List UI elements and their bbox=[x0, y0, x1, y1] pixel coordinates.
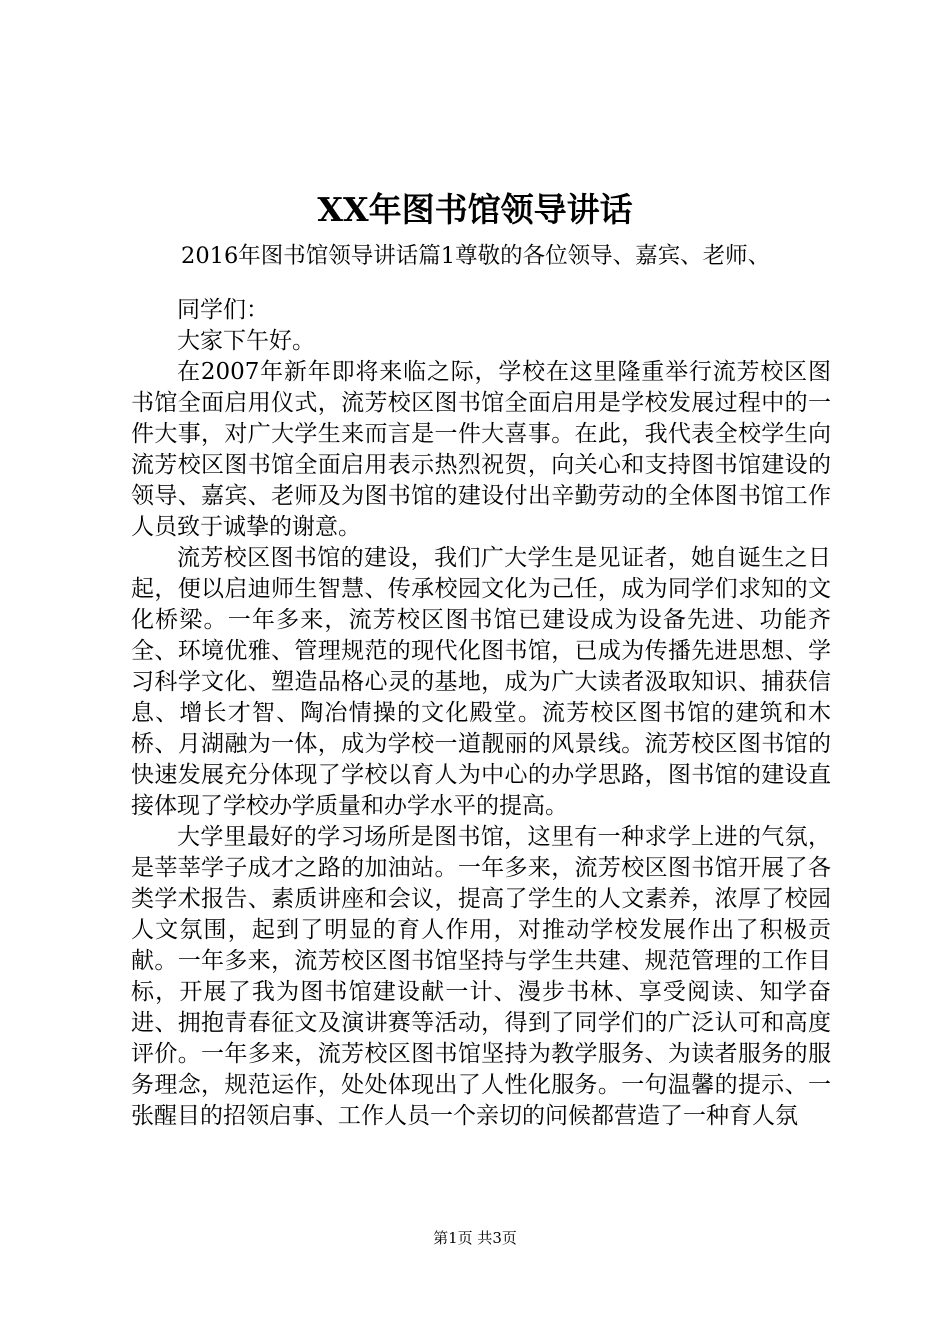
paragraph-3: 大学里最好的学习场所是图书馆，这里有一种求学上进的气氛，是莘莘学子成才之路的加油站。一年多来，流芳校区图书馆开展了各类学术报告、素质讲座和会议，提高了学生的人文素养，浓厚了校园人文氛围，起到了明显的育人作用，对推动学校发展作出了积极贡献。一年多来，流芳校区图书馆坚持与学生共建、规范管理的工作目标，开展了我为图书馆建设献一计、漫步书林、享受阅读、知学奋进、拥抱青春征文及演讲赛等活动，得到了同学们的广泛认可和高度评价。一年多来，流芳校区图书馆坚持为教学服务、为读者服务的服务理念，规范运作，处处体现出了人性化服务。一句温馨的提示、一张醒目的招领启事、工作人员一个亲切的问候都营造了一种育人氛 bbox=[131, 824, 831, 1129]
document-subtitle: 2016年图书馆领导讲话篇1尊敬的各位领导、嘉宾、老师、 bbox=[181, 243, 771, 269]
paragraph-greeting: 同学们： bbox=[177, 297, 269, 323]
paragraph-2: 流芳校区图书馆的建设，我们广大学生是见证者，她自诞生之日起，便以启迪师生智慧、传承校园文化为己任，成为同学们求知的文化桥梁。一年多来，流芳校区图书馆已建设成为设备先进、功能齐全、环境优雅、管理规范的现代化图书馆，已成为传播先进思想、学习科学文化、塑造品格心灵的基地，成为广大读者汲取知识、捕获信息、增长才智、陶冶情操的文化殿堂。流芳校区图书馆的建筑和木桥、月湖融为一体，成为学校一道靓丽的风景线。流芳校区图书馆的快速发展充分体现了学校以育人为中心的办学思路，图书馆的建设直接体现了学校办学质量和办学水平的提高。 bbox=[131, 545, 831, 819]
document-body bbox=[131, 295, 831, 1132]
document-title: XX年图书馆领导讲话 bbox=[317, 190, 633, 229]
page-footer: 第1页 共3页 bbox=[433, 1229, 517, 1247]
paragraph-hello: 大家下午好。 bbox=[177, 328, 315, 354]
paragraph-1: 在2007年新年即将来临之际，学校在这里隆重举行流芳校区图书馆全面启用仪式，流芳校区图书馆全面启用是学校发展过程中的一件大事，对广大学生来而言是一件大喜事。在此，我代表全校学生向流芳校区图书馆全面启用表示热烈祝贺，向关心和支持图书馆建设的领导、嘉宾、老师及为图书馆的建设付出辛勤劳动的全体图书馆工作人员致于诚挚的谢意。 bbox=[131, 359, 831, 540]
